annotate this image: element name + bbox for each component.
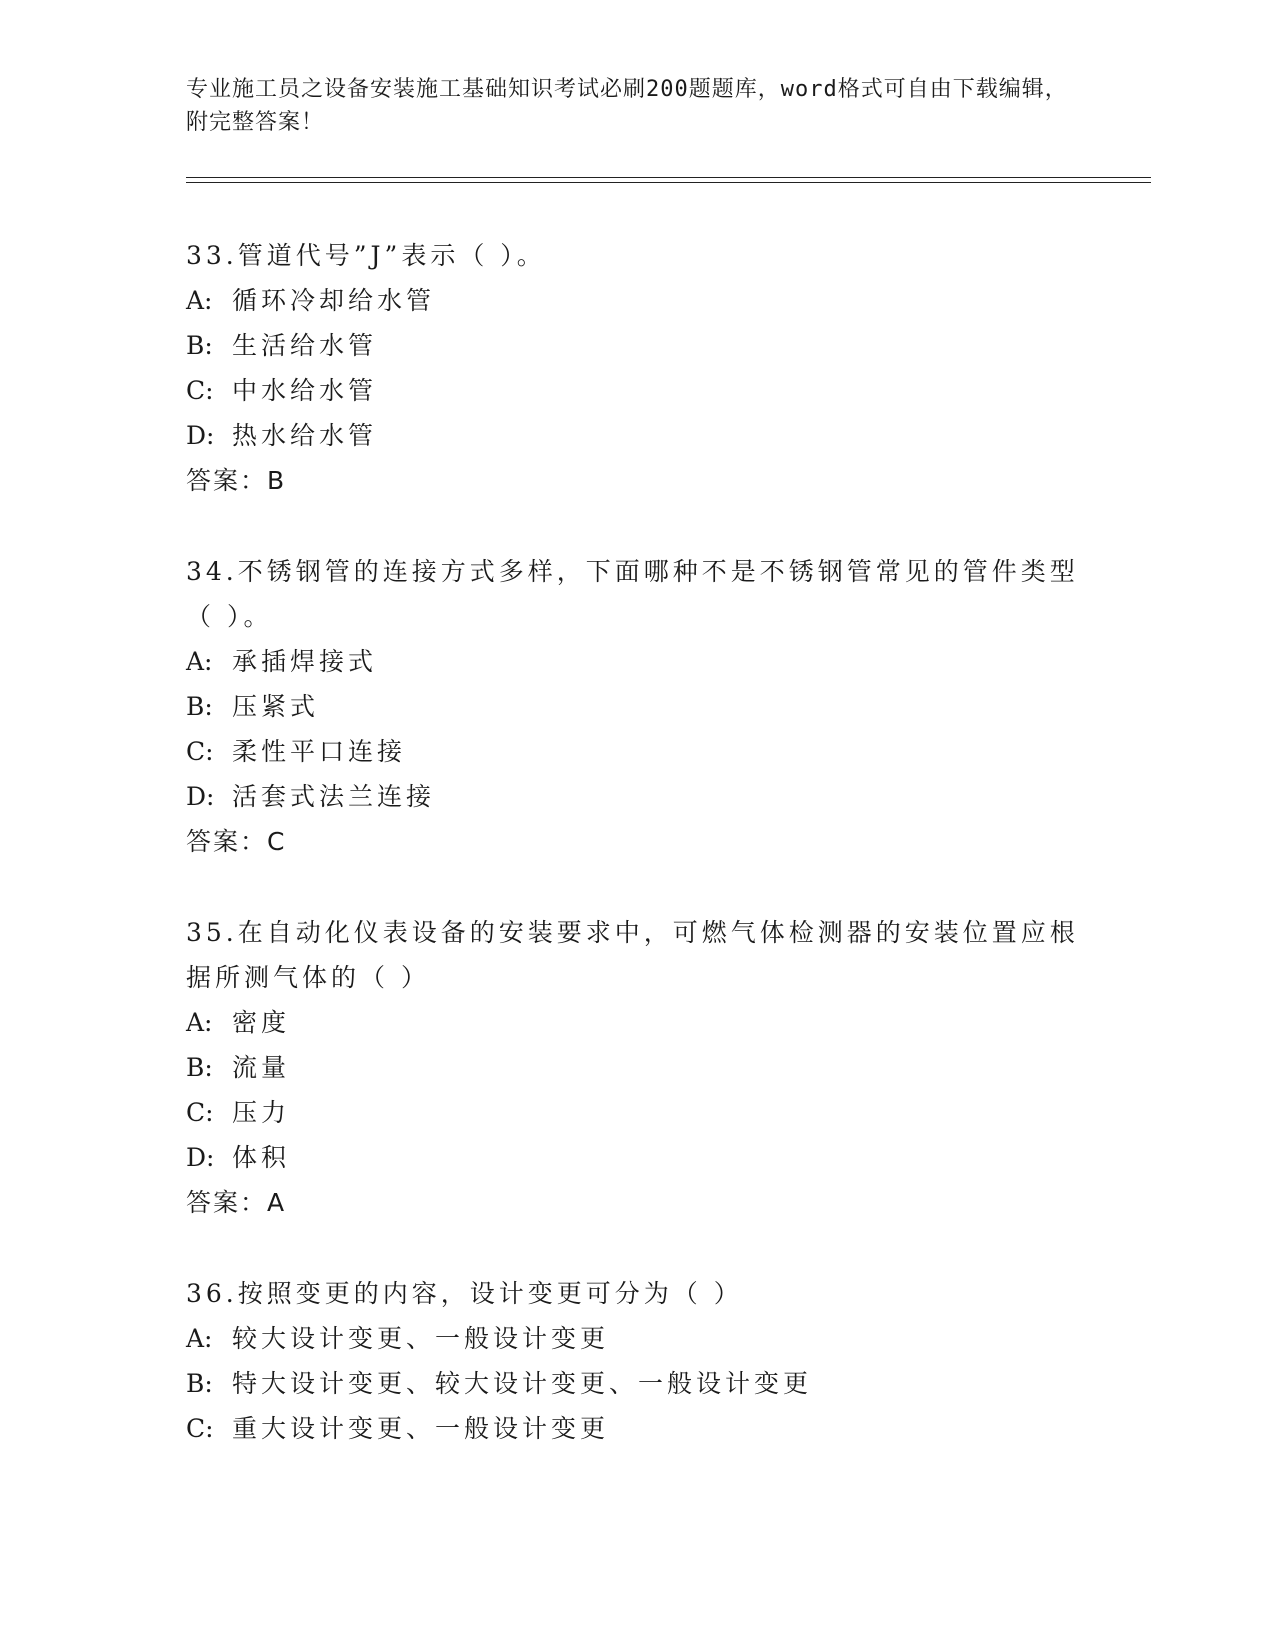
answer-option <box>186 1000 1086 1045</box>
answer-option <box>186 729 1086 774</box>
answer-option <box>186 1361 1086 1406</box>
answer-option <box>186 368 1086 413</box>
question-list <box>186 233 1086 1496</box>
answer-option <box>186 1045 1086 1090</box>
option-text: 柔性平口连接 <box>232 737 407 766</box>
option-key: D: <box>186 782 215 811</box>
answer-line: 答案：B <box>186 466 287 495</box>
option-text: 热水给水管 <box>232 421 378 450</box>
option-key: B: <box>186 692 213 721</box>
answer-option <box>186 1090 1086 1135</box>
option-key: D: <box>186 1143 215 1172</box>
option-key: B: <box>186 331 213 360</box>
answer-option <box>186 413 1086 458</box>
answer-option <box>186 639 1086 684</box>
option-key: B: <box>186 1053 213 1082</box>
answer-option <box>186 1406 1086 1451</box>
option-text: 体积 <box>232 1143 291 1172</box>
question-block <box>186 233 1086 504</box>
option-key: C: <box>186 737 214 766</box>
answer-option <box>186 1316 1086 1361</box>
answer-line: 答案：A <box>186 1188 287 1217</box>
document-header: 专业施工员之设备安装施工基础知识考试必刷200题题库，word格式可自由下载编辑，附完整答案！ <box>186 77 1068 135</box>
option-text: 活套式法兰连接 <box>232 782 436 811</box>
header-divider-bottom <box>186 182 1151 183</box>
question-title: 34.不锈钢管的连接方式多样，下面哪种不是不锈钢管常见的管件类型（ ）。 <box>186 557 1079 631</box>
answer-option <box>186 278 1086 323</box>
option-key: C: <box>186 376 214 405</box>
option-key: A: <box>186 286 213 315</box>
answer-option <box>186 774 1086 819</box>
answer-option <box>186 323 1086 368</box>
option-text: 压紧式 <box>232 692 320 721</box>
option-key: A: <box>186 647 213 676</box>
option-key: B: <box>186 1369 213 1398</box>
option-text: 流量 <box>232 1053 291 1082</box>
option-key: C: <box>186 1098 214 1127</box>
option-text: 较大设计变更、一般设计变更 <box>232 1324 610 1353</box>
answer-line: 答案：C <box>186 827 287 856</box>
answer-option <box>186 1135 1086 1180</box>
option-text: 压力 <box>232 1098 291 1127</box>
header-divider-top <box>186 177 1151 178</box>
option-text: 密度 <box>232 1008 291 1037</box>
question-block <box>186 549 1086 865</box>
option-key: A: <box>186 1008 213 1037</box>
question-title: 36.按照变更的内容，设计变更可分为（ ） <box>186 1279 743 1308</box>
option-text: 中水给水管 <box>232 376 378 405</box>
question-title: 33.管道代号”J”表示（ ）。 <box>186 241 546 270</box>
option-text: 重大设计变更、一般设计变更 <box>232 1414 610 1443</box>
option-key: A: <box>186 1324 213 1353</box>
option-text: 循环冷却给水管 <box>232 286 436 315</box>
option-key: D: <box>186 421 215 450</box>
option-key: C: <box>186 1414 214 1443</box>
answer-option <box>186 684 1086 729</box>
question-title: 35.在自动化仪表设备的安装要求中，可燃气体检测器的安装位置应根据所测气体的（ ） <box>186 918 1079 992</box>
option-text: 特大设计变更、较大设计变更、一般设计变更 <box>232 1369 813 1398</box>
question-block <box>186 910 1086 1226</box>
option-text: 承插焊接式 <box>232 647 378 676</box>
question-block <box>186 1271 1086 1451</box>
option-text: 生活给水管 <box>232 331 378 360</box>
